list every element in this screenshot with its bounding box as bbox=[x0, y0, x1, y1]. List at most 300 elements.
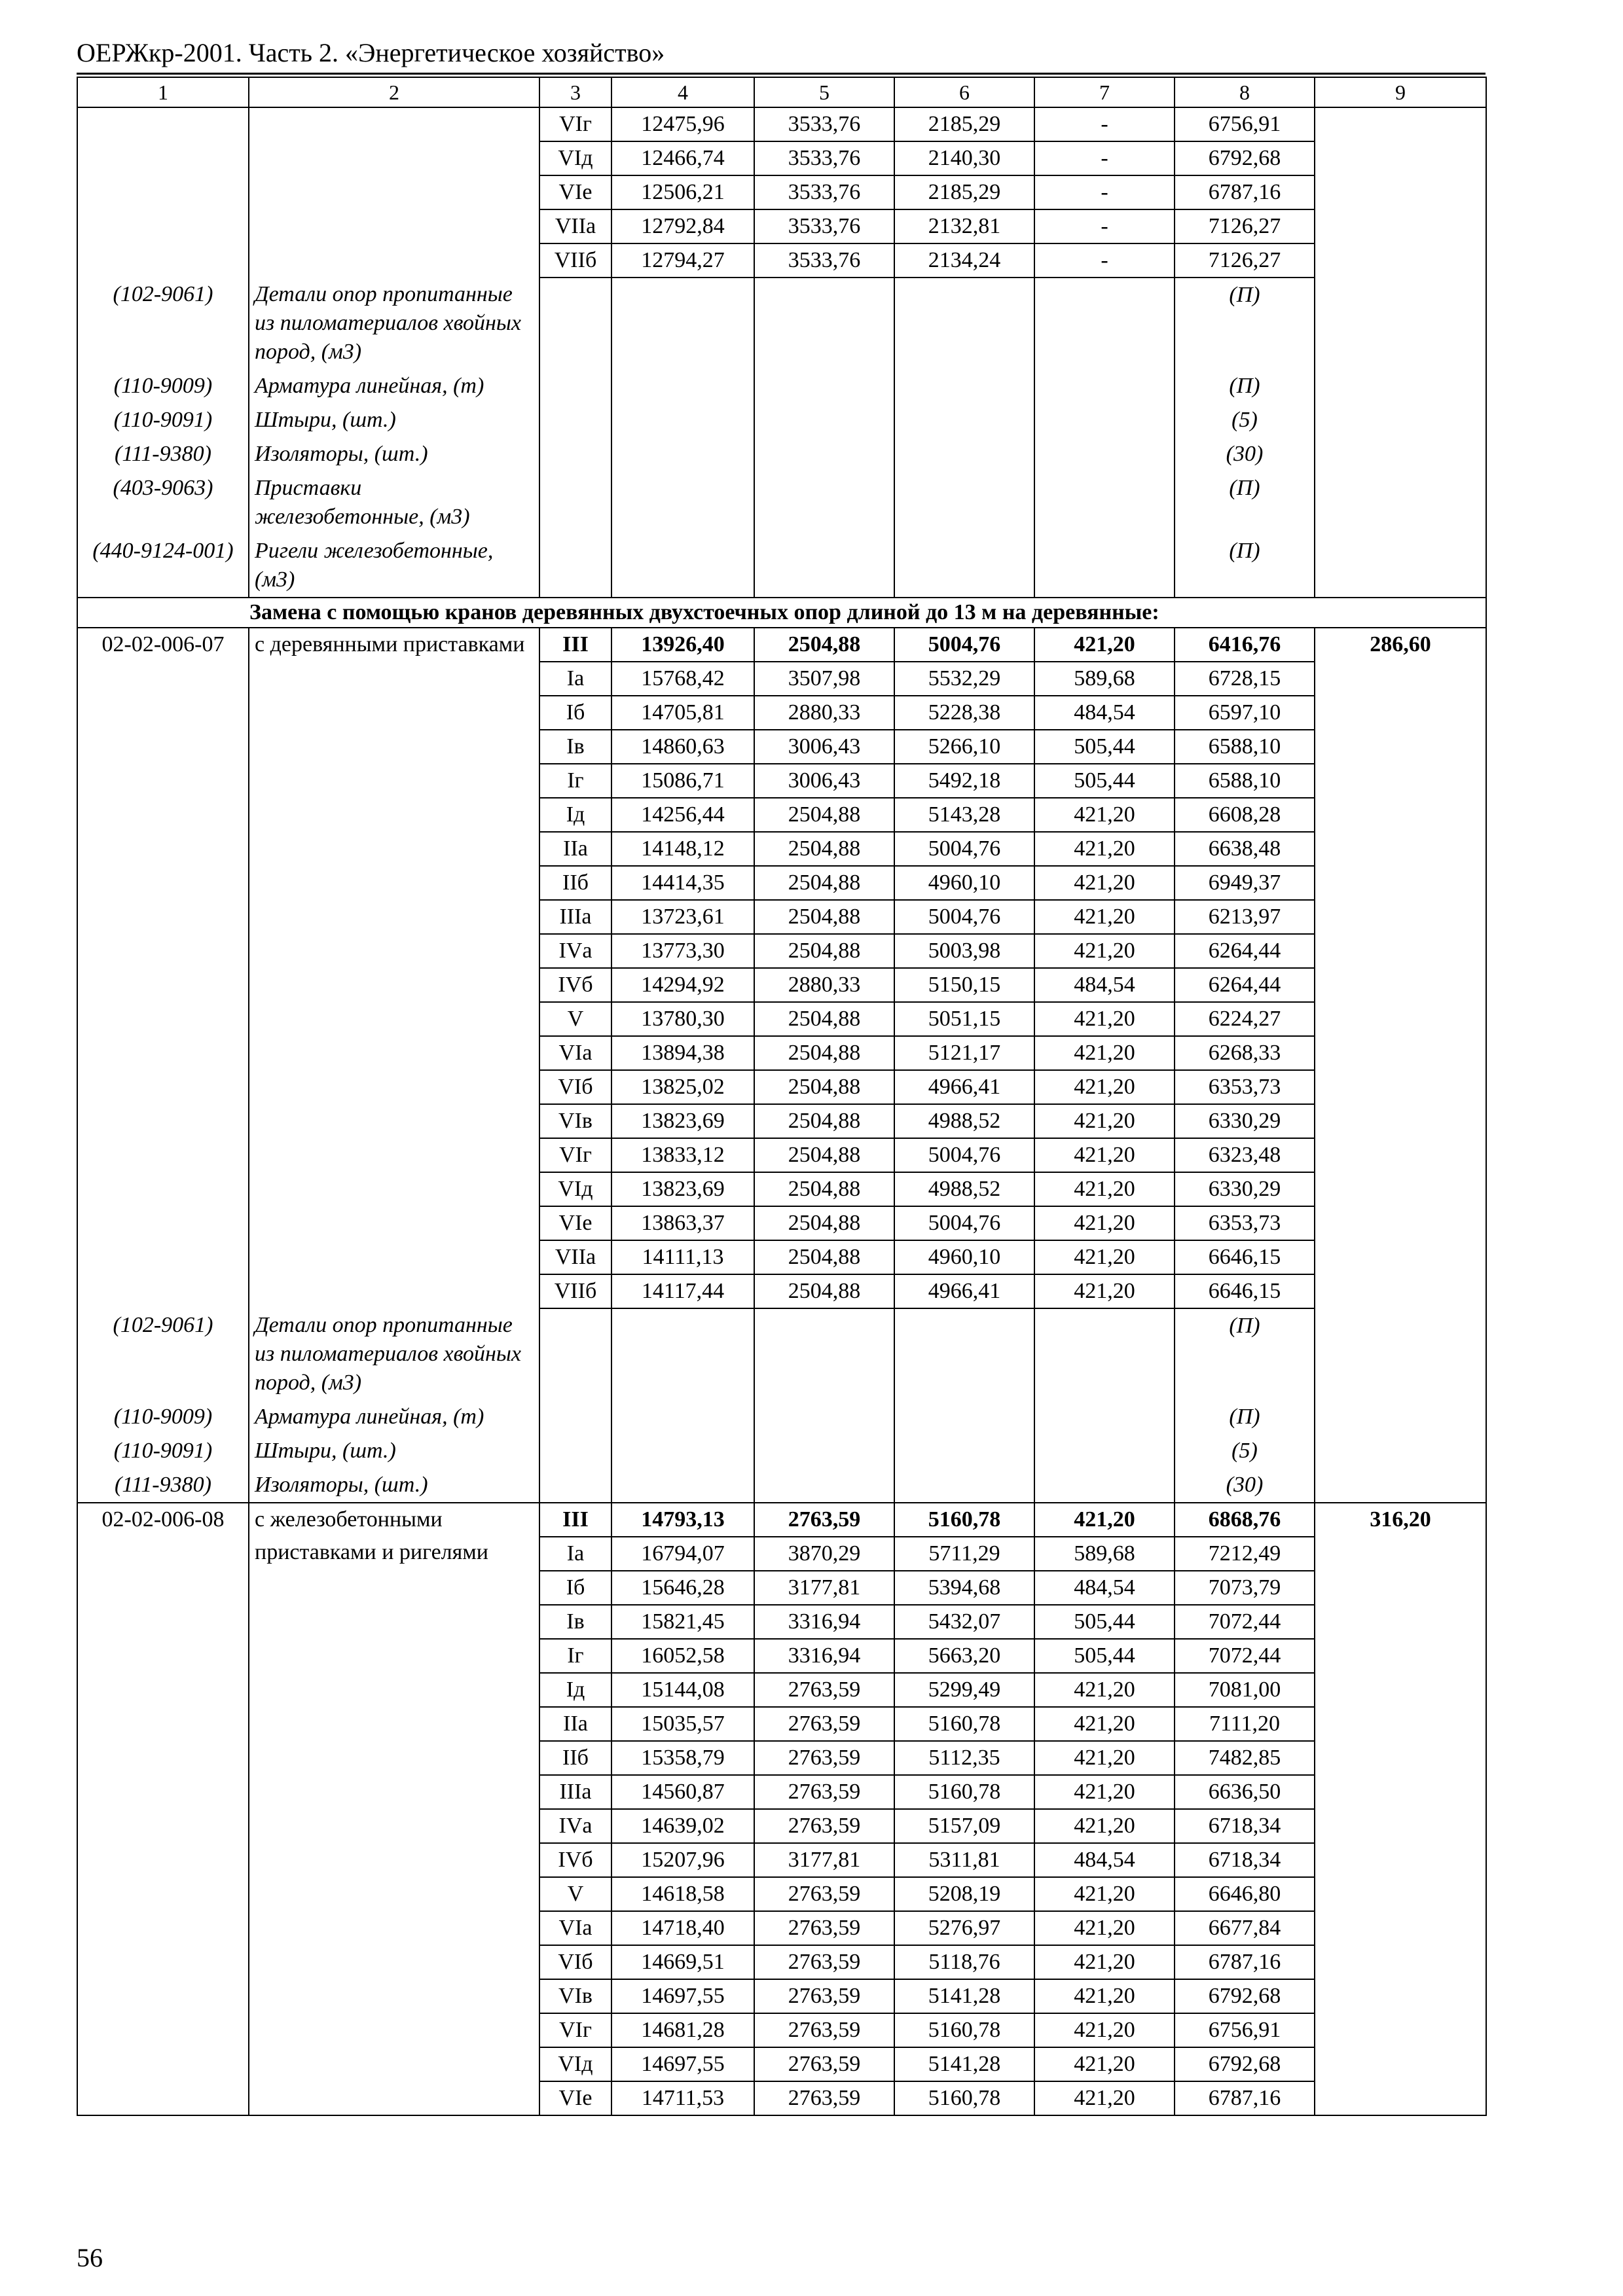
zone-cell: IIа bbox=[539, 832, 611, 866]
value-cell: 421,20 bbox=[1034, 1138, 1175, 1172]
zone-cell: IIа bbox=[539, 1707, 611, 1741]
value-cell: 4988,52 bbox=[894, 1104, 1034, 1138]
zone-cell: VIб bbox=[539, 1070, 611, 1104]
value-cell: 2763,59 bbox=[754, 1707, 894, 1741]
value-cell: 6787,16 bbox=[1175, 1945, 1315, 1979]
value-cell: 15768,42 bbox=[611, 662, 754, 696]
zone-cell: Iв bbox=[539, 1605, 611, 1639]
value-cell: 2763,59 bbox=[754, 1911, 894, 1945]
value-cell: 2763,59 bbox=[754, 1775, 894, 1809]
value-cell: 5228,38 bbox=[894, 696, 1034, 730]
value-cell: 6353,73 bbox=[1175, 1206, 1315, 1240]
value-cell: - bbox=[1034, 209, 1175, 243]
empty-cell bbox=[1034, 369, 1175, 403]
value-cell: 2504,88 bbox=[754, 1002, 894, 1036]
column-number: 6 bbox=[894, 77, 1034, 107]
value-cell: 4960,10 bbox=[894, 1240, 1034, 1274]
material-qty: (П) bbox=[1175, 1308, 1315, 1400]
material-row bbox=[77, 1400, 1486, 1434]
value-cell: 14639,02 bbox=[611, 1809, 754, 1843]
zone-cell: IIб bbox=[539, 866, 611, 900]
material-name: Штыри, (шт.) bbox=[249, 1434, 539, 1468]
value-cell: 6792,68 bbox=[1175, 1979, 1315, 2013]
value-cell: 14711,53 bbox=[611, 2081, 754, 2115]
empty-cell bbox=[1315, 1434, 1486, 1468]
value-cell: 12506,21 bbox=[611, 175, 754, 209]
empty-cell bbox=[611, 369, 754, 403]
empty-cell bbox=[894, 1434, 1034, 1468]
value-cell: 421,20 bbox=[1034, 2081, 1175, 2115]
material-code: (110-9009) bbox=[77, 1400, 249, 1434]
section-title-row bbox=[77, 598, 1486, 628]
material-row bbox=[77, 278, 1486, 369]
value-cell: 2880,33 bbox=[754, 968, 894, 1002]
value-cell: 6416,76 bbox=[1175, 628, 1315, 662]
value-cell: 7081,00 bbox=[1175, 1673, 1315, 1707]
value-cell: 5532,29 bbox=[894, 662, 1034, 696]
value-cell: 5004,76 bbox=[894, 900, 1034, 934]
value-cell: 421,20 bbox=[1034, 900, 1175, 934]
value-cell: 6718,34 bbox=[1175, 1809, 1315, 1843]
material-qty: (П) bbox=[1175, 369, 1315, 403]
value-cell: 2763,59 bbox=[754, 2013, 894, 2047]
header-rule bbox=[77, 73, 1486, 75]
value-cell: 3533,76 bbox=[754, 209, 894, 243]
value-cell: 5160,78 bbox=[894, 2013, 1034, 2047]
value-cell: 12466,74 bbox=[611, 141, 754, 175]
value-cell: 421,20 bbox=[1034, 2013, 1175, 2047]
empty-cell bbox=[1034, 278, 1175, 369]
value-cell: 7126,27 bbox=[1175, 243, 1315, 278]
value-cell: 5266,10 bbox=[894, 730, 1034, 764]
value-cell: 5208,19 bbox=[894, 1877, 1034, 1911]
empty-cell bbox=[611, 1434, 754, 1468]
zone-cell: IIIа bbox=[539, 900, 611, 934]
zone-cell: Iд bbox=[539, 1673, 611, 1707]
value-cell: 421,20 bbox=[1034, 934, 1175, 968]
value-cell: 484,54 bbox=[1034, 968, 1175, 1002]
col9-cell: 316,20 bbox=[1315, 1503, 1486, 2115]
material-code: (102-9061) bbox=[77, 278, 249, 369]
value-cell: 2504,88 bbox=[754, 900, 894, 934]
value-cell: 14718,40 bbox=[611, 1911, 754, 1945]
zone-cell: VIг bbox=[539, 2013, 611, 2047]
value-cell: 2504,88 bbox=[754, 866, 894, 900]
value-cell: 15358,79 bbox=[611, 1741, 754, 1775]
zone-cell: IVа bbox=[539, 1809, 611, 1843]
value-cell: 4966,41 bbox=[894, 1070, 1034, 1104]
value-cell: 2763,59 bbox=[754, 1979, 894, 2013]
empty-cell bbox=[611, 534, 754, 598]
material-row bbox=[77, 437, 1486, 471]
empty-cell bbox=[539, 403, 611, 437]
rate-code: 02-02-006-08 bbox=[77, 1503, 249, 2115]
empty-cell bbox=[1034, 1468, 1175, 1503]
value-cell: 13723,61 bbox=[611, 900, 754, 934]
value-cell: 5160,78 bbox=[894, 1707, 1034, 1741]
zone-cell: VIа bbox=[539, 1036, 611, 1070]
value-cell: 4960,10 bbox=[894, 866, 1034, 900]
zone-cell: VIв bbox=[539, 1979, 611, 2013]
material-qty: (П) bbox=[1175, 1400, 1315, 1434]
value-cell: 421,20 bbox=[1034, 866, 1175, 900]
value-cell: 2504,88 bbox=[754, 1172, 894, 1206]
material-code: (102-9061) bbox=[77, 1308, 249, 1400]
value-cell: 2504,88 bbox=[754, 1104, 894, 1138]
value-cell: 5118,76 bbox=[894, 1945, 1034, 1979]
value-cell: 6264,44 bbox=[1175, 968, 1315, 1002]
empty-cell bbox=[539, 369, 611, 403]
value-cell: 2763,59 bbox=[754, 1877, 894, 1911]
zone-cell: IIб bbox=[539, 1741, 611, 1775]
value-cell: 2763,59 bbox=[754, 1809, 894, 1843]
material-row bbox=[77, 1434, 1486, 1468]
value-cell: 14697,55 bbox=[611, 1979, 754, 2013]
value-cell: - bbox=[1034, 175, 1175, 209]
zone-cell: VIв bbox=[539, 1104, 611, 1138]
value-cell: 14148,12 bbox=[611, 832, 754, 866]
value-cell: 14681,28 bbox=[611, 2013, 754, 2047]
empty-cell bbox=[1034, 437, 1175, 471]
zone-cell: VIIа bbox=[539, 1240, 611, 1274]
value-cell: 2504,88 bbox=[754, 1036, 894, 1070]
value-cell: 589,68 bbox=[1034, 1537, 1175, 1571]
value-cell: 15207,96 bbox=[611, 1843, 754, 1877]
value-cell: 5299,49 bbox=[894, 1673, 1034, 1707]
value-cell: 2504,88 bbox=[754, 934, 894, 968]
empty-cell bbox=[539, 534, 611, 598]
value-cell: 3316,94 bbox=[754, 1605, 894, 1639]
empty-cell bbox=[754, 1434, 894, 1468]
empty-cell bbox=[894, 369, 1034, 403]
value-cell: 7073,79 bbox=[1175, 1571, 1315, 1605]
value-cell: 15035,57 bbox=[611, 1707, 754, 1741]
value-cell: 5160,78 bbox=[894, 1503, 1034, 1537]
value-cell: 2504,88 bbox=[754, 798, 894, 832]
value-cell: 7111,20 bbox=[1175, 1707, 1315, 1741]
value-cell: 421,20 bbox=[1034, 1911, 1175, 1945]
value-cell: 5004,76 bbox=[894, 832, 1034, 866]
value-cell: 6588,10 bbox=[1175, 730, 1315, 764]
value-cell: 5143,28 bbox=[894, 798, 1034, 832]
zone-cell: Iв bbox=[539, 730, 611, 764]
value-cell: 15821,45 bbox=[611, 1605, 754, 1639]
value-cell: 421,20 bbox=[1034, 1206, 1175, 1240]
empty-cell bbox=[1315, 1468, 1486, 1503]
empty-cell bbox=[1315, 369, 1486, 403]
material-name: Приставки железобетонные, (м3) bbox=[249, 471, 539, 534]
value-cell: 4988,52 bbox=[894, 1172, 1034, 1206]
page-number: 56 bbox=[77, 2243, 103, 2272]
material-name: Арматура линейная, (т) bbox=[249, 1400, 539, 1434]
value-cell: 2140,30 bbox=[894, 141, 1034, 175]
empty-cell bbox=[1315, 1400, 1486, 1434]
empty-cell bbox=[1315, 403, 1486, 437]
value-cell: 3533,76 bbox=[754, 175, 894, 209]
value-cell: 6608,28 bbox=[1175, 798, 1315, 832]
empty-cell bbox=[894, 1400, 1034, 1434]
empty-cell bbox=[1315, 534, 1486, 598]
empty-cell bbox=[894, 1468, 1034, 1503]
value-cell: 421,20 bbox=[1034, 1503, 1175, 1537]
value-cell: 5150,15 bbox=[894, 968, 1034, 1002]
zone-cell: IVб bbox=[539, 968, 611, 1002]
empty-cell bbox=[1034, 1434, 1175, 1468]
zone-cell: VIIб bbox=[539, 243, 611, 278]
value-cell: 6636,50 bbox=[1175, 1775, 1315, 1809]
material-code: (110-9009) bbox=[77, 369, 249, 403]
material-name: Ригели железобетонные, (м3) bbox=[249, 534, 539, 598]
value-cell: 5711,29 bbox=[894, 1537, 1034, 1571]
zone-cell: IVа bbox=[539, 934, 611, 968]
value-cell: 421,20 bbox=[1034, 1673, 1175, 1707]
zone-cell: VIд bbox=[539, 141, 611, 175]
value-cell: 421,20 bbox=[1034, 1036, 1175, 1070]
empty-cell bbox=[611, 1468, 754, 1503]
value-cell: 5160,78 bbox=[894, 2081, 1034, 2115]
value-cell: 5141,28 bbox=[894, 2047, 1034, 2081]
empty-cell bbox=[1034, 471, 1175, 534]
value-cell: 16794,07 bbox=[611, 1537, 754, 1571]
value-cell: 6646,15 bbox=[1175, 1240, 1315, 1274]
zone-cell: III bbox=[539, 1503, 611, 1537]
value-cell: 2134,24 bbox=[894, 243, 1034, 278]
value-cell: 4966,41 bbox=[894, 1274, 1034, 1308]
value-cell: 6264,44 bbox=[1175, 934, 1315, 968]
value-cell: 5492,18 bbox=[894, 764, 1034, 798]
rate-code bbox=[77, 107, 249, 278]
value-cell: 6792,68 bbox=[1175, 2047, 1315, 2081]
value-cell: 421,20 bbox=[1034, 1274, 1175, 1308]
value-cell: 6646,80 bbox=[1175, 1877, 1315, 1911]
value-cell: 6330,29 bbox=[1175, 1172, 1315, 1206]
value-cell: 14256,44 bbox=[611, 798, 754, 832]
value-cell: 6949,37 bbox=[1175, 866, 1315, 900]
value-cell: 5051,15 bbox=[894, 1002, 1034, 1036]
value-cell: 2504,88 bbox=[754, 1070, 894, 1104]
column-number: 2 bbox=[249, 77, 539, 107]
rate-name bbox=[249, 107, 539, 278]
empty-cell bbox=[1034, 1400, 1175, 1434]
zone-cell: VIг bbox=[539, 1138, 611, 1172]
value-cell: 6353,73 bbox=[1175, 1070, 1315, 1104]
value-cell: 2132,81 bbox=[894, 209, 1034, 243]
value-cell: 12475,96 bbox=[611, 107, 754, 141]
value-cell: 13894,38 bbox=[611, 1036, 754, 1070]
material-name: Изоляторы, (шт.) bbox=[249, 437, 539, 471]
empty-cell bbox=[754, 403, 894, 437]
table-body bbox=[77, 77, 1486, 2115]
column-number: 8 bbox=[1175, 77, 1315, 107]
value-cell: 15086,71 bbox=[611, 764, 754, 798]
value-cell: 3533,76 bbox=[754, 141, 894, 175]
empty-cell bbox=[539, 1308, 611, 1400]
value-cell: 2504,88 bbox=[754, 1240, 894, 1274]
empty-cell bbox=[1034, 534, 1175, 598]
value-cell: 505,44 bbox=[1034, 1639, 1175, 1673]
zone-cell: IIIа bbox=[539, 1775, 611, 1809]
empty-cell bbox=[611, 1308, 754, 1400]
material-name: Штыри, (шт.) bbox=[249, 403, 539, 437]
value-cell: 5112,35 bbox=[894, 1741, 1034, 1775]
column-number: 1 bbox=[77, 77, 249, 107]
page-header: ОЕРЖкр-2001. Часть 2. «Энергетическое хозяйство» bbox=[77, 38, 665, 67]
value-cell: 2880,33 bbox=[754, 696, 894, 730]
value-cell: 7212,49 bbox=[1175, 1537, 1315, 1571]
empty-cell bbox=[754, 437, 894, 471]
table-row bbox=[77, 107, 1486, 141]
material-name: Детали опор пропитанные из пиломатериалов хвойных пород, (м3) bbox=[249, 1308, 539, 1400]
value-cell: 14117,44 bbox=[611, 1274, 754, 1308]
zone-cell: VIе bbox=[539, 2081, 611, 2115]
zone-cell: Iг bbox=[539, 1639, 611, 1673]
empty-cell bbox=[754, 1468, 894, 1503]
material-qty: (5) bbox=[1175, 403, 1315, 437]
value-cell: 13823,69 bbox=[611, 1172, 754, 1206]
value-cell: - bbox=[1034, 243, 1175, 278]
rate-name: с железобетонными приставками и ригелями bbox=[249, 1503, 539, 2115]
value-cell: 484,54 bbox=[1034, 696, 1175, 730]
value-cell: 3006,43 bbox=[754, 730, 894, 764]
value-cell: 16052,58 bbox=[611, 1639, 754, 1673]
value-cell: 6792,68 bbox=[1175, 141, 1315, 175]
empty-cell bbox=[1315, 278, 1486, 369]
zone-cell: VIд bbox=[539, 1172, 611, 1206]
value-cell: 14294,92 bbox=[611, 968, 754, 1002]
zone-cell: VIб bbox=[539, 1945, 611, 1979]
value-cell: 6677,84 bbox=[1175, 1911, 1315, 1945]
value-cell: 2504,88 bbox=[754, 1138, 894, 1172]
material-code: (440-9124-001) bbox=[77, 534, 249, 598]
value-cell: 2763,59 bbox=[754, 2081, 894, 2115]
rate-name: с деревянными приставками bbox=[249, 628, 539, 1308]
zone-cell: IVб bbox=[539, 1843, 611, 1877]
value-cell: 14669,51 bbox=[611, 1945, 754, 1979]
empty-cell bbox=[894, 1308, 1034, 1400]
value-cell: 421,20 bbox=[1034, 628, 1175, 662]
value-cell: 6728,15 bbox=[1175, 662, 1315, 696]
value-cell: 3533,76 bbox=[754, 107, 894, 141]
value-cell: 421,20 bbox=[1034, 1172, 1175, 1206]
value-cell: 3177,81 bbox=[754, 1571, 894, 1605]
value-cell: 6224,27 bbox=[1175, 1002, 1315, 1036]
value-cell: 5141,28 bbox=[894, 1979, 1034, 2013]
value-cell: 13863,37 bbox=[611, 1206, 754, 1240]
zone-cell: VIд bbox=[539, 2047, 611, 2081]
value-cell: 505,44 bbox=[1034, 730, 1175, 764]
empty-cell bbox=[754, 369, 894, 403]
value-cell: 589,68 bbox=[1034, 662, 1175, 696]
zone-cell: Iд bbox=[539, 798, 611, 832]
value-cell: 5157,09 bbox=[894, 1809, 1034, 1843]
value-cell: 3177,81 bbox=[754, 1843, 894, 1877]
value-cell: 421,20 bbox=[1034, 1707, 1175, 1741]
value-cell: 6787,16 bbox=[1175, 2081, 1315, 2115]
value-cell: 2763,59 bbox=[754, 1503, 894, 1537]
value-cell: 14618,58 bbox=[611, 1877, 754, 1911]
value-cell: 505,44 bbox=[1034, 764, 1175, 798]
material-row bbox=[77, 1308, 1486, 1400]
value-cell: 2504,88 bbox=[754, 1274, 894, 1308]
value-cell: 421,20 bbox=[1034, 1070, 1175, 1104]
col9-cell: 286,60 bbox=[1315, 628, 1486, 1308]
material-row bbox=[77, 403, 1486, 437]
value-cell: 14697,55 bbox=[611, 2047, 754, 2081]
value-cell: 3533,76 bbox=[754, 243, 894, 278]
value-cell: 13823,69 bbox=[611, 1104, 754, 1138]
value-cell: 2763,59 bbox=[754, 2047, 894, 2081]
value-cell: 505,44 bbox=[1034, 1605, 1175, 1639]
empty-cell bbox=[1034, 1308, 1175, 1400]
value-cell: 2504,88 bbox=[754, 628, 894, 662]
value-cell: 7072,44 bbox=[1175, 1639, 1315, 1673]
value-cell: 6213,97 bbox=[1175, 900, 1315, 934]
value-cell: 6646,15 bbox=[1175, 1274, 1315, 1308]
empty-cell bbox=[611, 403, 754, 437]
material-qty: (П) bbox=[1175, 471, 1315, 534]
zone-cell: VIа bbox=[539, 1911, 611, 1945]
zone-cell: III bbox=[539, 628, 611, 662]
value-cell: 2763,59 bbox=[754, 1673, 894, 1707]
value-cell: 14111,13 bbox=[611, 1240, 754, 1274]
value-cell: 6756,91 bbox=[1175, 107, 1315, 141]
value-cell: 5004,76 bbox=[894, 628, 1034, 662]
zone-cell: Iб bbox=[539, 696, 611, 730]
zone-cell: Iг bbox=[539, 764, 611, 798]
value-cell: 484,54 bbox=[1034, 1571, 1175, 1605]
value-cell: 6268,33 bbox=[1175, 1036, 1315, 1070]
value-cell: 2763,59 bbox=[754, 1945, 894, 1979]
value-cell: 7482,85 bbox=[1175, 1741, 1315, 1775]
empty-cell bbox=[539, 1434, 611, 1468]
value-cell: 12794,27 bbox=[611, 243, 754, 278]
material-row bbox=[77, 1468, 1486, 1503]
value-cell: 421,20 bbox=[1034, 1002, 1175, 1036]
value-cell: 13825,02 bbox=[611, 1070, 754, 1104]
zone-cell: VIIб bbox=[539, 1274, 611, 1308]
value-cell: 421,20 bbox=[1034, 832, 1175, 866]
value-cell: 14860,63 bbox=[611, 730, 754, 764]
value-cell: 484,54 bbox=[1034, 1843, 1175, 1877]
empty-cell bbox=[754, 278, 894, 369]
table-row bbox=[77, 628, 1486, 662]
material-name: Арматура линейная, (т) bbox=[249, 369, 539, 403]
column-number: 3 bbox=[539, 77, 611, 107]
value-cell: 13773,30 bbox=[611, 934, 754, 968]
material-row bbox=[77, 534, 1486, 598]
value-cell: 5003,98 bbox=[894, 934, 1034, 968]
value-cell: 6638,48 bbox=[1175, 832, 1315, 866]
value-cell: 13926,40 bbox=[611, 628, 754, 662]
value-cell: 14414,35 bbox=[611, 866, 754, 900]
value-cell: 14705,81 bbox=[611, 696, 754, 730]
zone-cell: VIIа bbox=[539, 209, 611, 243]
value-cell: 421,20 bbox=[1034, 1741, 1175, 1775]
material-row bbox=[77, 471, 1486, 534]
empty-cell bbox=[894, 278, 1034, 369]
empty-cell bbox=[754, 1308, 894, 1400]
value-cell: 3006,43 bbox=[754, 764, 894, 798]
value-cell: 421,20 bbox=[1034, 2047, 1175, 2081]
empty-cell bbox=[894, 437, 1034, 471]
value-cell: 421,20 bbox=[1034, 1104, 1175, 1138]
value-cell: 5432,07 bbox=[894, 1605, 1034, 1639]
column-number: 5 bbox=[754, 77, 894, 107]
value-cell: 421,20 bbox=[1034, 1240, 1175, 1274]
value-cell: 421,20 bbox=[1034, 1945, 1175, 1979]
value-cell: 5160,78 bbox=[894, 1775, 1034, 1809]
material-code: (110-9091) bbox=[77, 1434, 249, 1468]
